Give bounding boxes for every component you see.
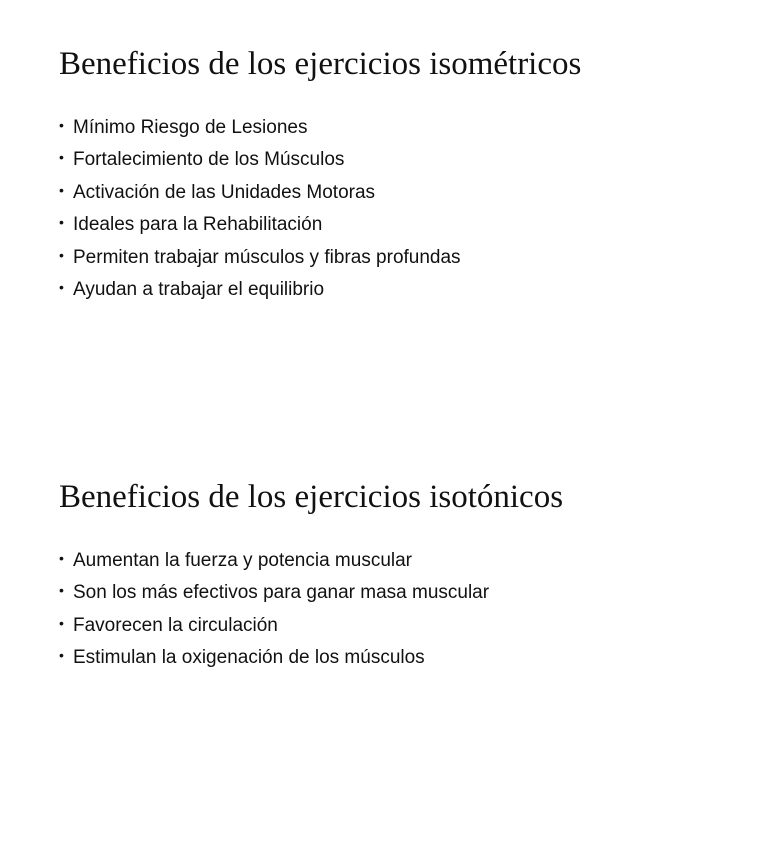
list-item-text: Mínimo Riesgo de Lesiones [73,117,308,138]
bullet-icon: • [59,647,64,664]
bullet-icon: • [59,582,64,599]
list-item-text: Favorecen la circulación [73,614,278,636]
list-item-text: Estimulan la oxigenación de los músculos [73,647,425,669]
list-item [59,242,739,274]
list-item-text: Son los más efectivos para ganar masa muscular [73,582,490,604]
bullet-icon: • [59,614,64,631]
list-item-text: Ideales para la Rehabilitación [73,214,323,236]
section-heading: Beneficios de los ejercicios isométricos [59,46,582,82]
bullet-icon: • [59,550,64,566]
bullet-icon: • [59,214,64,231]
bullet-list [59,112,739,306]
list-item [59,577,739,609]
bullet-icon: • [59,181,64,198]
list-item-text: Aumentan la fuerza y potencia muscular [73,550,413,571]
list-item [59,209,739,241]
bullet-icon: • [59,117,64,133]
list-item [59,274,739,306]
bullet-icon: • [59,246,64,263]
list-item-text: Fortalecimiento de los Músculos [73,149,345,171]
list-item [59,144,739,176]
list-item-text: Ayudan a trabajar el equilibrio [73,279,325,301]
list-item-text: Activación de las Unidades Motoras [73,181,376,203]
list-item [59,545,739,577]
section-heading: Beneficios de los ejercicios isotónicos [59,479,564,515]
list-item [59,610,739,642]
list-item-text: Permiten trabajar músculos y fibras profundas [73,246,461,268]
isotonic-section [59,477,739,675]
list-item [59,112,739,144]
bullet-list [59,545,739,675]
bullet-icon: • [59,279,64,296]
list-item [59,177,739,209]
isometric-section [59,44,739,306]
list-item [59,642,739,674]
bullet-icon: • [59,149,64,166]
